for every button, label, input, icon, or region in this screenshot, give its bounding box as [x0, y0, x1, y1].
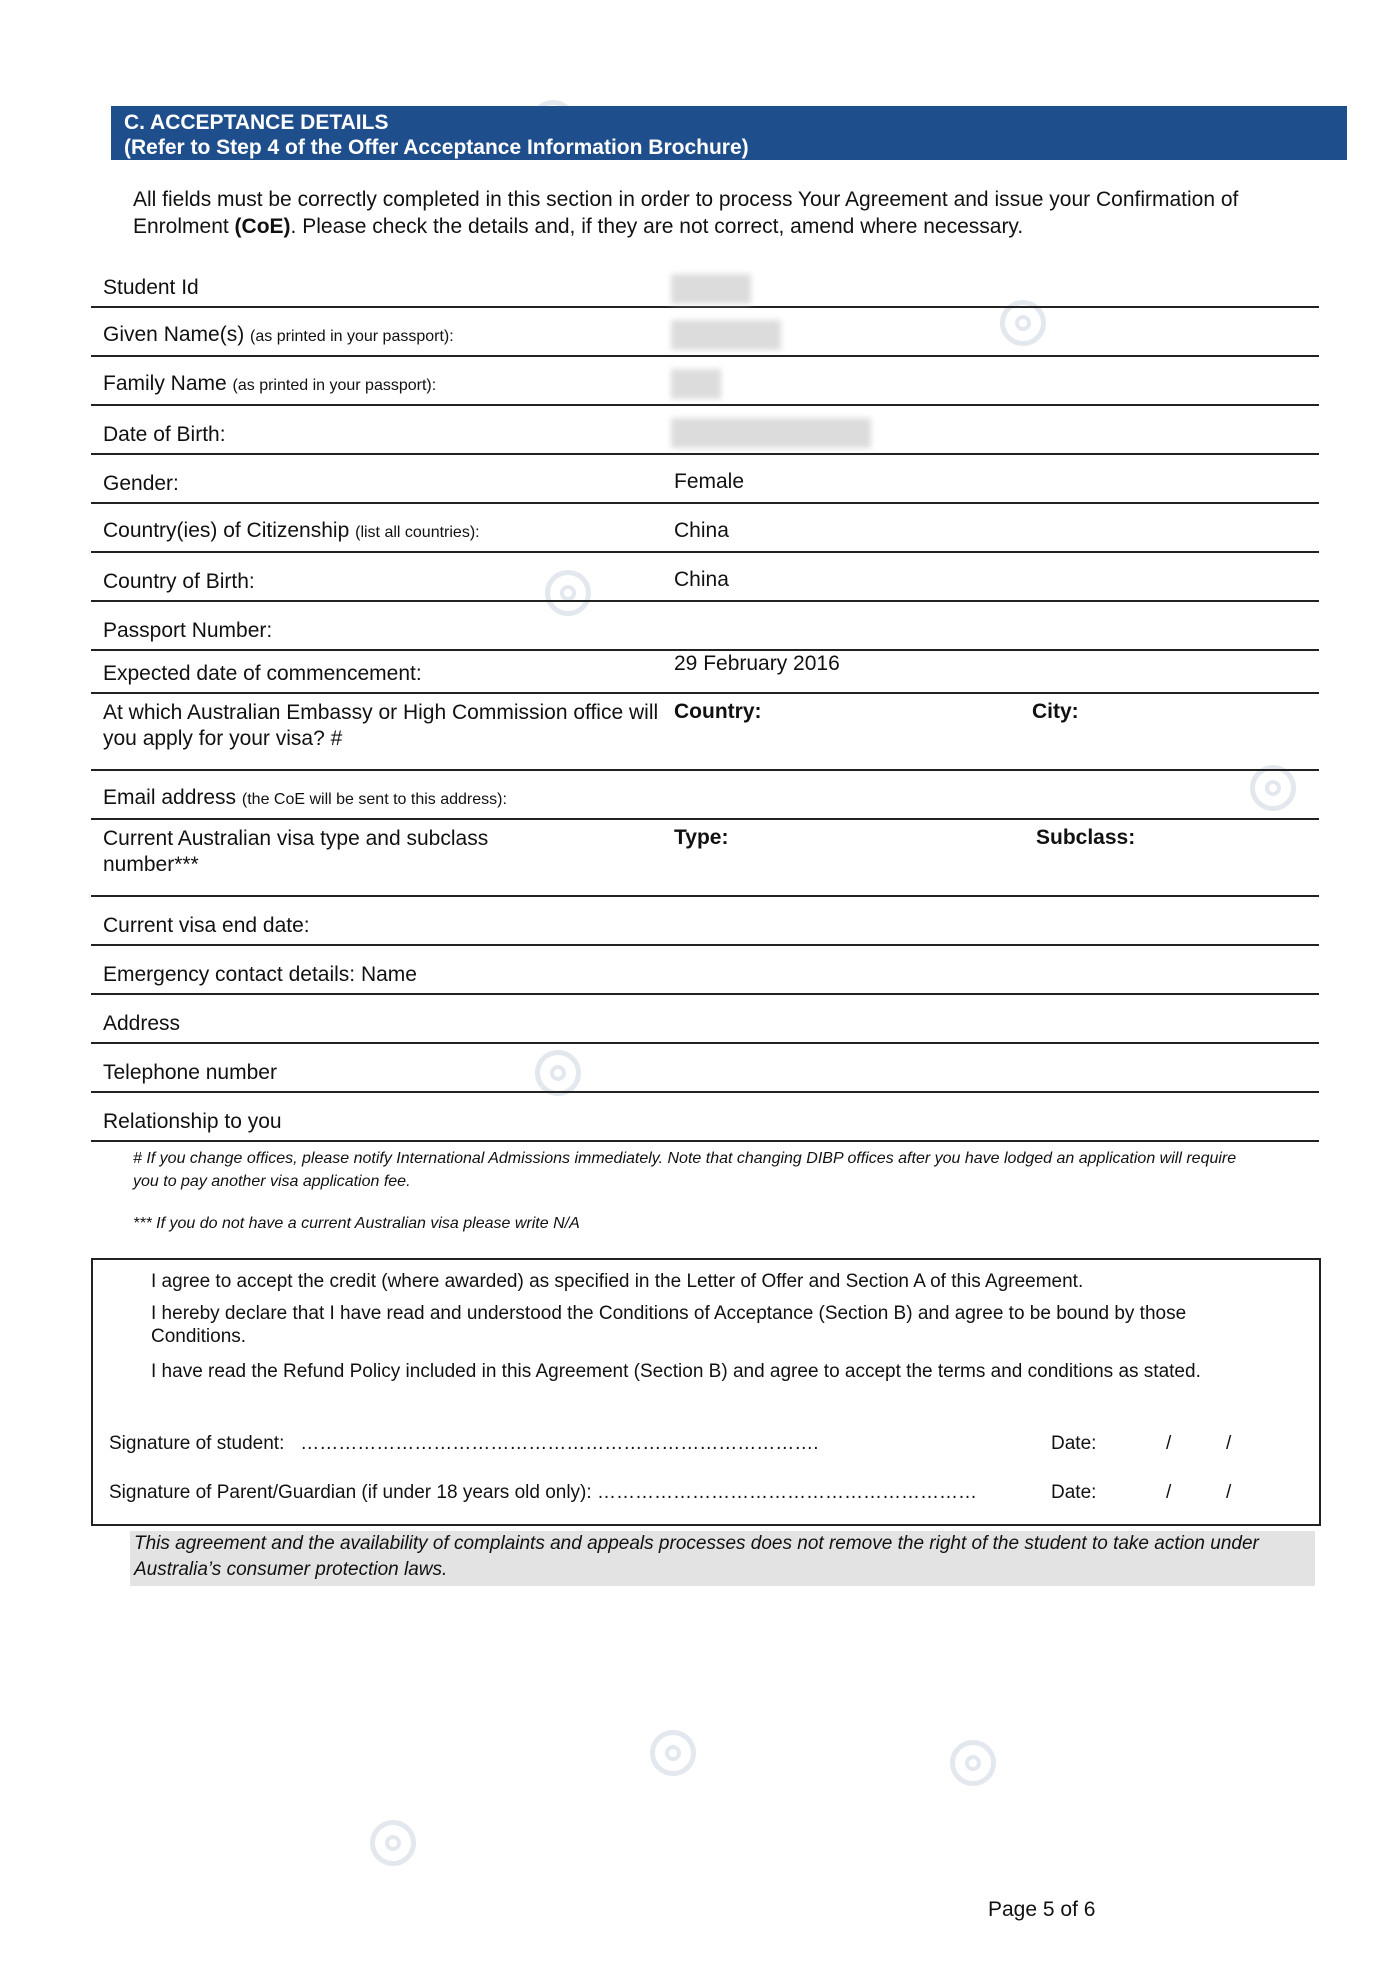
parent-signature-dots: …………………………………………………… [596, 1482, 977, 1503]
declaration-statement: I hereby declare that I have read and understood the Conditions of Acceptance (Section B) and agree to be bound by those Conditions. [151, 1303, 1187, 1347]
parent-date-label: Date: [1051, 1482, 1097, 1503]
footnote-stars: *** If you do not have a current Australian visa please write N/A [133, 1215, 580, 1232]
row-given-names [91, 308, 1319, 357]
watermark-logo-icon [370, 1820, 416, 1866]
redacted-value [671, 418, 871, 448]
declaration-statement: I have read the Refund Policy included in this Agreement (Section B) and agree to accept the terms and conditions as stated. [151, 1361, 1201, 1382]
row-passport-number [91, 602, 1319, 651]
label-citizenship: Country(ies) of Citizenship (list all countries): [103, 519, 480, 542]
label-email: Email address (the CoE will be sent to this address): [103, 786, 507, 809]
section-subtitle: (Refer to Step 4 of the Offer Acceptance Information Brochure) [124, 136, 749, 159]
parent-signature-label: Signature of Parent/Guardian (if under 18 years old only): [109, 1482, 592, 1503]
redacted-value [671, 274, 751, 304]
label-visa-type: Current Australian visa type and subclass number*** [103, 827, 489, 876]
acceptance-form [91, 262, 1319, 1142]
row-relationship [91, 1093, 1319, 1142]
row-visa-type [91, 820, 1319, 897]
footnote-hash: # If you change offices, please notify International Admissions immediately. Note that changing DIBP offices after you have lodged an application will require you to pay another visa application fee. [133, 1150, 1237, 1190]
student-signature-line[interactable] [109, 1433, 818, 1455]
label-embassy-country: Country: [674, 700, 762, 723]
value-gender: Female [674, 470, 745, 493]
intro-text: All fields must be correctly completed in this section in order to process Your Agreement and issue your Confirmation of Enrolment [133, 188, 1239, 238]
watermark-logo-icon [950, 1740, 996, 1786]
declaration-statement: I agree to accept the credit (where awarded) as specified in the Letter of Offer and Section A of this Agreement. [151, 1271, 1084, 1292]
row-embassy [91, 694, 1319, 771]
label-embassy: At which Australian Embassy or High Commission office will you apply for your visa? # [103, 701, 659, 750]
parent-signature-line[interactable] [109, 1482, 977, 1504]
page-number: Page 5 of 6 [988, 1898, 1096, 1921]
label-relationship: Relationship to you [103, 1110, 282, 1133]
consumer-rights-notice: This agreement and the availability of complaints and appeals processes does not remove the right of the student to take action under Australia’s consumer protection laws. [130, 1531, 1315, 1586]
redacted-value [671, 320, 781, 350]
student-signature-dots: ………………………………………………………………………. [300, 1433, 819, 1454]
label-embassy-city: City: [1032, 700, 1079, 723]
label-given-names: Given Name(s) (as printed in your passport): [103, 323, 454, 346]
redacted-value [671, 369, 721, 399]
label-passport-number: Passport Number: [103, 619, 273, 642]
declaration-box [91, 1258, 1321, 1526]
row-address [91, 995, 1319, 1044]
label-telephone: Telephone number [103, 1061, 277, 1084]
label-family-name: Family Name (as printed in your passport): [103, 372, 437, 395]
label-student-id: Student Id [103, 276, 199, 299]
row-telephone [91, 1044, 1319, 1093]
date-slash: / [1226, 1482, 1232, 1503]
value-commencement: 29 February 2016 [674, 652, 840, 675]
row-emergency-name [91, 946, 1319, 995]
row-email [91, 771, 1319, 820]
footnotes [133, 1147, 1243, 1235]
label-dob: Date of Birth: [103, 423, 226, 446]
section-title: C. ACCEPTANCE DETAILS [124, 111, 389, 134]
value-country-of-birth: China [674, 568, 729, 591]
date-slash: / [1226, 1433, 1232, 1454]
intro-text-end: . Please check the details and, if they are not correct, amend where necessary. [290, 215, 1024, 238]
label-address: Address [103, 1012, 181, 1035]
label-visa-end: Current visa end date: [103, 914, 310, 937]
row-citizenship [91, 504, 1319, 553]
row-country-of-birth [91, 553, 1319, 602]
label-emergency-name: Emergency contact details: Name [103, 963, 417, 986]
watermark-logo-icon [650, 1730, 696, 1776]
intro-coe: (CoE) [234, 215, 291, 238]
label-visa-type-type: Type: [674, 826, 729, 849]
label-commencement: Expected date of commencement: [103, 662, 422, 685]
row-commencement [91, 651, 1319, 694]
row-gender [91, 455, 1319, 504]
row-dob [91, 406, 1319, 455]
section-header [111, 106, 1347, 160]
value-citizenship: China [674, 519, 729, 542]
student-date-label: Date: [1051, 1433, 1097, 1454]
student-signature-label: Signature of student: [109, 1433, 285, 1454]
label-visa-subclass: Subclass: [1036, 826, 1136, 849]
date-slash: / [1166, 1433, 1172, 1454]
label-country-of-birth: Country of Birth: [103, 570, 255, 593]
row-student-id [91, 262, 1319, 308]
label-gender: Gender: [103, 472, 179, 495]
row-visa-end [91, 897, 1319, 946]
date-slash: / [1166, 1482, 1172, 1503]
intro-paragraph [133, 186, 1333, 240]
row-family-name [91, 357, 1319, 406]
